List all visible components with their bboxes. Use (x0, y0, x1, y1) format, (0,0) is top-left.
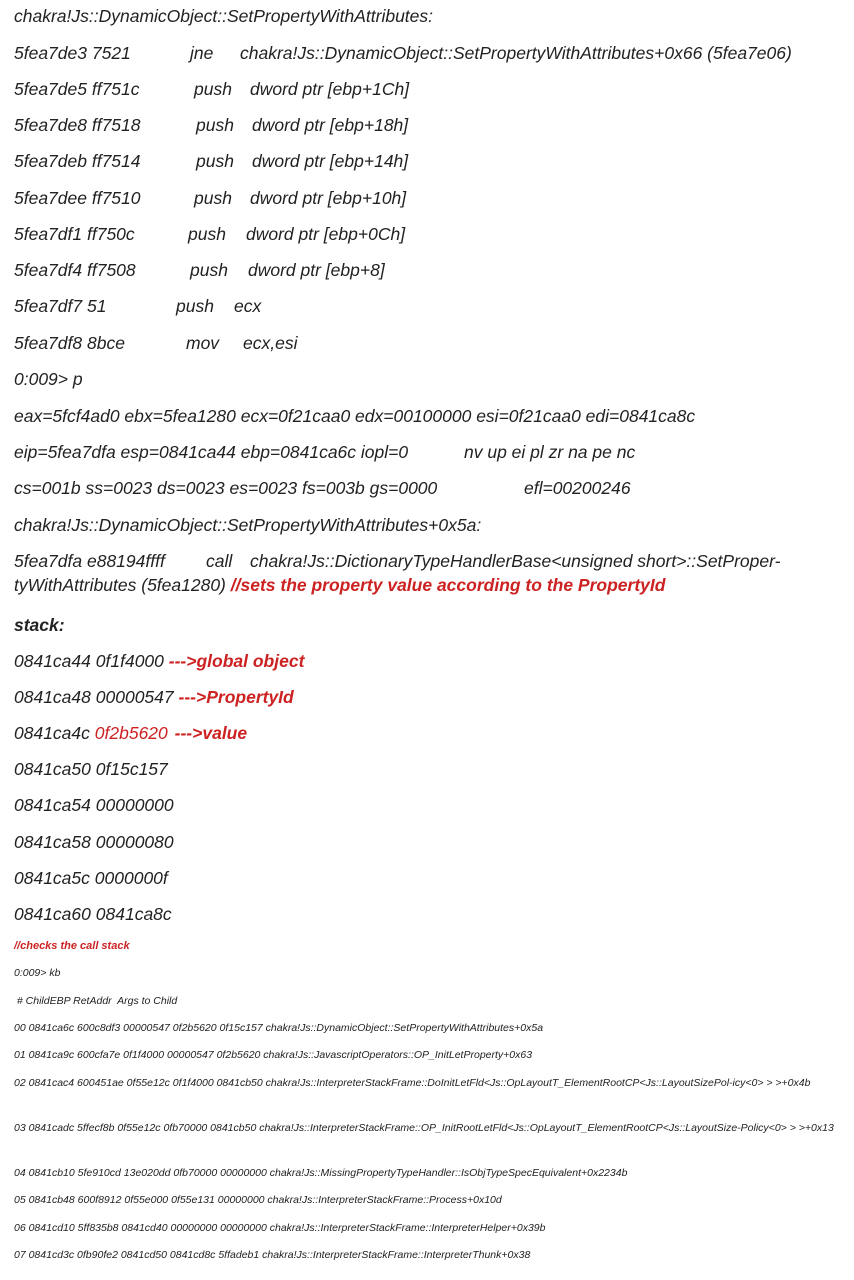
asm-mnemonic: push (190, 260, 228, 280)
kb-row: 02 0841cac4 600451ae 0f55e12c 0f1f4000 0841cb50 chakra!Js::InterpreterStackFrame::DoInitLetFld<Js::OpLayoutT_ElementRootCP<Js::LayoutSizePol-icy<0> > >+0x4b (14, 1077, 811, 1089)
stack-row (14, 687, 294, 708)
stack-value: 00000547 (95, 687, 174, 707)
stack-address: 0841ca4c (14, 723, 90, 743)
stack-address: 0841ca54 (14, 795, 91, 815)
asm-mnemonic: push (194, 188, 232, 208)
kb-row: 07 0841cd3c 0fb90fe2 0841cd50 0841cd8c 5ffadeb1 chakra!Js::InterpreterStackFrame::InterpreterThunk+0x38 (14, 1249, 531, 1261)
kb-row: 06 0841cd10 5ff835b8 0841cd40 00000000 00000000 chakra!Js::InterpreterStackFrame::InterpreterHelper+0x39b (14, 1222, 546, 1234)
kb-row: 00 0841ca6c 600c8df3 00000547 0f2b5620 0f15c157 chakra!Js::DynamicObject::SetPropertyWithAttributes+0x5a (14, 1022, 544, 1034)
function-header-offset: chakra!Js::DynamicObject::SetPropertyWithAttributes+0x5a: (14, 515, 482, 535)
stack-row (14, 759, 168, 780)
stack-value: 0f2b5620 (94, 723, 168, 743)
stack-value: 0f15c157 (95, 759, 168, 779)
asm-operand: dword ptr [ebp+14h] (252, 151, 409, 171)
asm-mnemonic: push (196, 115, 234, 135)
registers-line-2 (14, 442, 635, 463)
registers-segments: cs=001b ss=0023 ds=0023 es=0023 fs=003b gs=0000 (14, 478, 438, 498)
asm-address: 5fea7dee ff7510 (14, 188, 141, 208)
asm-address: 5fea7de3 7521 (14, 43, 131, 63)
stack-address: 0841ca60 (14, 904, 91, 924)
asm-mnemonic: push (194, 79, 232, 99)
kb-prompt: 0:009> kb (14, 967, 61, 979)
asm-operand: dword ptr [ebp+10h] (250, 188, 407, 208)
kb-row: 04 0841cb10 5fe910cd 13e020dd 0fb70000 00000000 chakra!Js::MissingPropertyTypeHandler::IsObjTypeSpecEquivalent+0x2234b (14, 1167, 628, 1179)
call-instruction (14, 549, 850, 597)
stack-row (14, 832, 174, 853)
asm-mnemonic: mov (186, 333, 220, 353)
stack-address: 0841ca44 (14, 651, 91, 671)
stack-row (14, 651, 304, 672)
stack-label: stack: (14, 615, 65, 635)
stack-address: 0841ca5c (14, 868, 90, 888)
asm-mnemonic: call (206, 551, 233, 571)
stack-address: 0841ca58 (14, 832, 91, 852)
function-header: chakra!Js::DynamicObject::SetPropertyWithAttributes: (14, 6, 434, 26)
stack-value: 0841ca8c (95, 904, 172, 924)
stack-note: --->value (174, 723, 248, 743)
asm-line (14, 296, 261, 317)
asm-line (14, 79, 409, 100)
asm-operand-continued: tyWithAttributes (5fea1280) (14, 575, 226, 595)
asm-address: 5fea7de5 ff751c (14, 79, 140, 99)
registers-efl: efl=00200246 (524, 478, 631, 498)
asm-mnemonic: push (188, 224, 226, 244)
kb-row: 01 0841ca9c 600cfa7e 0f1f4000 00000547 0f2b5620 chakra!Js::JavascriptOperators::OP_InitLetProperty+0x63 (14, 1049, 533, 1061)
check-stack-comment: //checks the call stack (14, 940, 130, 952)
asm-mnemonic: push (196, 151, 234, 171)
asm-address: 5fea7df4 ff7508 (14, 260, 136, 280)
asm-mnemonic: push (176, 296, 214, 316)
asm-address: 5fea7de8 ff7518 (14, 115, 141, 135)
asm-line (14, 151, 408, 172)
asm-line (14, 260, 385, 281)
stack-value: 0f1f4000 (95, 651, 164, 671)
registers-pointers: eip=5fea7dfa esp=0841ca44 ebp=0841ca6c iopl=0 (14, 442, 409, 462)
asm-line (14, 115, 408, 136)
stack-address: 0841ca48 (14, 687, 91, 707)
stack-value: 00000000 (95, 795, 174, 815)
kb-row: 03 0841cadc 5ffecf8b 0f55e12c 0fb70000 0841cb50 chakra!Js::InterpreterStackFrame::OP_InitRootLetFld<Js::OpLayoutT_ElementRootCP<Js::LayoutSize-Policy<0> > >+0x13 (14, 1122, 834, 1134)
registers-line-3 (14, 478, 631, 499)
kb-row: 05 0841cb48 600f8912 0f55e000 0f55e131 00000000 chakra!Js::InterpreterStackFrame::Process+0x10d (14, 1194, 502, 1206)
asm-operand: dword ptr [ebp+8] (248, 260, 385, 280)
stack-row (14, 868, 168, 889)
asm-operand: dword ptr [ebp+1Ch] (250, 79, 410, 99)
stack-note: --->global object (168, 651, 305, 671)
asm-line (14, 43, 792, 64)
asm-address: 5fea7dfa e88194ffff (14, 551, 165, 571)
registers-flags: nv up ei pl zr na pe nc (464, 442, 636, 462)
debugger-prompt: 0:009> p (14, 369, 83, 389)
asm-operand: chakra!Js::DictionaryTypeHandlerBase<unsigned short>::SetProper- (250, 551, 781, 571)
stack-address: 0841ca50 (14, 759, 91, 779)
asm-line (14, 224, 405, 245)
stack-row (14, 723, 247, 744)
asm-operand: dword ptr [ebp+18h] (252, 115, 409, 135)
call-comment: //sets the property value according to the PropertyId (230, 575, 666, 595)
stack-value: 00000080 (95, 832, 174, 852)
asm-address: 5fea7df1 ff750c (14, 224, 135, 244)
asm-address: 5fea7deb ff7514 (14, 151, 141, 171)
stack-note: --->PropertyId (178, 687, 294, 707)
stack-row (14, 795, 174, 816)
asm-operand: chakra!Js::DynamicObject::SetPropertyWithAttributes+0x66 (5fea7e06) (240, 43, 792, 63)
asm-operand: ecx (234, 296, 262, 316)
stack-row (14, 904, 172, 925)
asm-operand: ecx,esi (243, 333, 298, 353)
asm-operand: dword ptr [ebp+0Ch] (246, 224, 406, 244)
registers-line-1: eax=5fcf4ad0 ebx=5fea1280 ecx=0f21caa0 edx=00100000 esi=0f21caa0 edi=0841ca8c (14, 406, 696, 426)
kb-header: # ChildEBP RetAddr Args to Child (14, 995, 178, 1007)
asm-line (14, 333, 297, 354)
asm-line (14, 188, 406, 209)
asm-mnemonic: jne (190, 43, 214, 63)
asm-address: 5fea7df8 8bce (14, 333, 125, 353)
asm-address: 5fea7df7 51 (14, 296, 107, 316)
stack-value: 0000000f (94, 868, 168, 888)
